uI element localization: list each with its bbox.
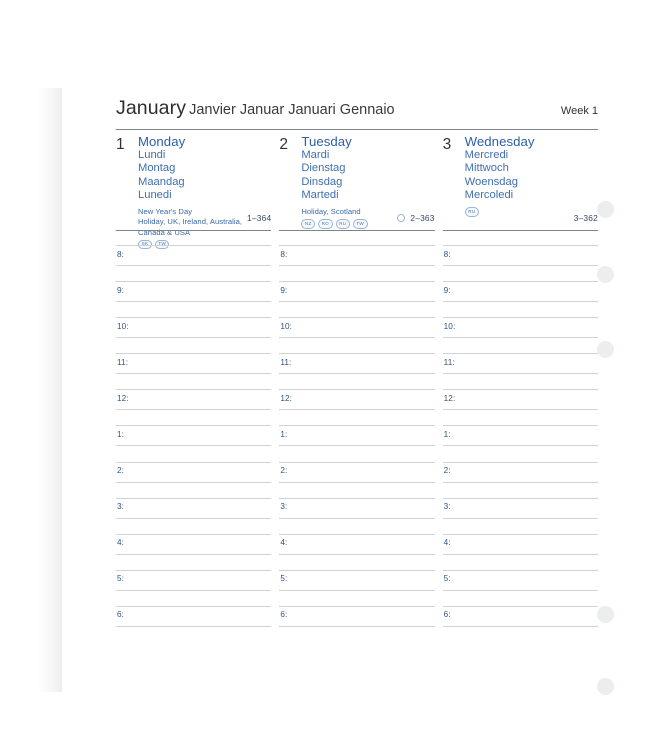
- day-note-line: Canada & USA: [138, 227, 191, 237]
- slot-rule: [279, 317, 434, 318]
- day-name-alt: Woensdag: [464, 175, 518, 188]
- time-slot[interactable]: [279, 348, 434, 384]
- time-slot[interactable]: [279, 384, 434, 420]
- header-divider: [116, 129, 598, 130]
- time-slot[interactable]: [116, 348, 271, 384]
- hour-label: 11:: [117, 357, 129, 367]
- slot-rule: [116, 409, 271, 410]
- day-of-year-range: 1–364: [247, 213, 272, 223]
- slot-rule: [279, 498, 434, 499]
- slot-rule: [116, 245, 271, 246]
- time-column-3: [443, 240, 598, 637]
- day-footer: [574, 213, 598, 223]
- hour-label: 2:: [117, 466, 125, 476]
- time-slot[interactable]: [116, 312, 271, 348]
- binder-hole: [597, 341, 614, 358]
- time-slot[interactable]: [443, 276, 598, 312]
- slot-rule: [443, 482, 598, 483]
- time-slot[interactable]: [279, 529, 434, 565]
- slot-rule: [116, 462, 271, 463]
- hour-label: 5:: [443, 574, 451, 584]
- slot-rule: [279, 353, 434, 354]
- slot-rule: [116, 389, 271, 390]
- slot-rule: [279, 462, 434, 463]
- time-slot[interactable]: [443, 348, 598, 384]
- time-slot[interactable]: [443, 601, 598, 637]
- day-name-block: [138, 135, 271, 249]
- hour-label: 9:: [117, 285, 125, 295]
- slot-rule: [443, 534, 598, 535]
- page-header: [116, 97, 598, 129]
- slot-rule: [279, 373, 434, 374]
- time-slot[interactable]: [116, 457, 271, 493]
- time-slot[interactable]: [443, 312, 598, 348]
- week-label: Week 1: [560, 105, 598, 117]
- day-name-block: [465, 135, 598, 217]
- slot-rule: [116, 498, 271, 499]
- time-slot[interactable]: [443, 493, 598, 529]
- slot-rule: [279, 626, 434, 627]
- hour-label: 3:: [117, 502, 125, 512]
- time-slot[interactable]: [443, 565, 598, 601]
- slot-rule: [443, 554, 598, 555]
- day-header-divider: [443, 230, 598, 231]
- slot-rule: [279, 570, 434, 571]
- day-name-alt: Montag: [138, 162, 176, 175]
- slot-rule: [443, 353, 598, 354]
- slot-rule: [443, 590, 598, 591]
- time-slot[interactable]: [279, 312, 434, 348]
- day-footer: [247, 213, 271, 223]
- time-slot[interactable]: [279, 276, 434, 312]
- hour-label: 6:: [280, 610, 288, 620]
- slot-rule: [279, 425, 434, 426]
- slot-rule: [443, 373, 598, 374]
- hour-label: 5:: [117, 574, 125, 584]
- month-name-alternates: Janvier Januar Januari Gennaio: [189, 102, 395, 118]
- slot-rule: [279, 445, 434, 446]
- slot-rule: [116, 337, 271, 338]
- slot-rule: [116, 425, 271, 426]
- country-badge: RU: [465, 207, 479, 217]
- day-note-line: Holiday, UK, Ireland, Australia,: [138, 217, 243, 227]
- slot-rule: [116, 534, 271, 535]
- hour-label: 4:: [443, 538, 451, 548]
- hour-label: 12:: [443, 393, 456, 403]
- day-column-3: [443, 135, 598, 231]
- hour-label: 10:: [280, 321, 293, 331]
- day-note-line: Holiday, Scotland: [301, 207, 361, 217]
- time-column-2: [279, 240, 434, 637]
- time-slot[interactable]: [279, 420, 434, 456]
- slot-rule: [443, 337, 598, 338]
- time-slot[interactable]: [279, 240, 434, 276]
- time-column-1: [116, 240, 271, 637]
- day-of-year-range: 2–363: [410, 213, 435, 223]
- time-slot[interactable]: [279, 457, 434, 493]
- slot-rule: [443, 606, 598, 607]
- day-name-alt: Mardi: [301, 149, 330, 162]
- day-name-alt: Mercoledi: [464, 188, 514, 201]
- hour-label: 3:: [280, 502, 288, 512]
- day-header-row: [116, 134, 598, 247]
- binder-hole: [597, 678, 614, 695]
- slot-rule: [443, 462, 598, 463]
- day-header-divider: [279, 230, 434, 231]
- hour-label: 8:: [443, 249, 451, 259]
- day-number: 2: [279, 136, 288, 153]
- country-badge: TW: [353, 219, 368, 229]
- slot-rule: [279, 301, 434, 302]
- planner-page: [62, 88, 650, 692]
- hour-label: 8:: [117, 249, 125, 259]
- slot-rule: [279, 281, 434, 282]
- time-slot[interactable]: [116, 420, 271, 456]
- slot-rule: [279, 245, 434, 246]
- hour-label: 4:: [280, 538, 288, 548]
- country-badge: TW: [155, 240, 170, 250]
- slot-rule: [116, 353, 271, 354]
- hour-label: 5:: [280, 574, 288, 584]
- hour-label: 12:: [280, 393, 293, 403]
- time-slot[interactable]: [279, 565, 434, 601]
- day-header-divider: [116, 230, 271, 231]
- time-slot[interactable]: [116, 601, 271, 637]
- slot-rule: [116, 590, 271, 591]
- time-slot[interactable]: [116, 565, 271, 601]
- slot-rule: [443, 245, 598, 246]
- hour-label: 9:: [280, 285, 288, 295]
- slot-rule: [279, 606, 434, 607]
- day-name-alt: Mercredi: [464, 149, 509, 162]
- hour-label: 2:: [280, 466, 288, 476]
- slot-rule: [279, 389, 434, 390]
- day-column-1: [116, 134, 272, 247]
- slot-rule: [443, 425, 598, 426]
- slot-rule: [443, 281, 598, 282]
- slot-rule: [116, 445, 271, 446]
- hour-label: 11:: [280, 357, 292, 367]
- hour-label: 11:: [443, 357, 455, 367]
- slot-rule: [116, 301, 271, 302]
- time-slot[interactable]: [116, 276, 271, 312]
- slot-rule: [279, 482, 434, 483]
- slot-rule: [279, 518, 434, 519]
- slot-rule: [279, 590, 434, 591]
- hour-label: 9:: [443, 285, 451, 295]
- country-badge: SK: [138, 240, 152, 250]
- country-badge: RU: [336, 219, 350, 229]
- hour-label: 1:: [443, 429, 451, 439]
- day-footer: [397, 213, 435, 223]
- time-slot[interactable]: [443, 529, 598, 565]
- hour-label: 6:: [117, 610, 125, 620]
- binder-hole: [597, 201, 614, 218]
- slot-rule: [279, 554, 434, 555]
- hour-label: 6:: [443, 610, 451, 620]
- slot-rule: [116, 373, 271, 374]
- hour-label: 3:: [443, 502, 451, 512]
- day-name-primary: Wednesday: [464, 134, 535, 149]
- time-slot[interactable]: [116, 493, 271, 529]
- day-name-alt: Maandag: [138, 175, 185, 188]
- country-badge: RO: [318, 219, 332, 229]
- time-slot[interactable]: [279, 601, 434, 637]
- hour-label: 2:: [443, 466, 451, 476]
- hour-label: 4:: [117, 538, 125, 548]
- time-slot[interactable]: [443, 240, 598, 276]
- day-number: 3: [442, 136, 452, 153]
- slot-rule: [443, 570, 598, 571]
- slot-rule: [116, 281, 271, 282]
- day-name-alt: Mittwoch: [464, 162, 509, 175]
- time-slot[interactable]: [443, 457, 598, 493]
- slot-rule: [443, 317, 598, 318]
- month-name-primary: January: [116, 97, 187, 119]
- time-slot[interactable]: [279, 493, 434, 529]
- slot-rule: [443, 265, 598, 266]
- time-slot[interactable]: [116, 384, 271, 420]
- month-title: [116, 97, 395, 120]
- time-grid: [116, 240, 598, 637]
- slot-rule: [443, 409, 598, 410]
- time-slot[interactable]: [443, 420, 598, 456]
- slot-rule: [279, 534, 434, 535]
- day-name-alt: Dinsdag: [301, 175, 343, 188]
- new-moon-icon: [397, 214, 406, 223]
- slot-rule: [443, 626, 598, 627]
- hour-label: 10:: [117, 321, 129, 331]
- day-column-2: [279, 135, 434, 231]
- slot-rule: [116, 518, 271, 519]
- hour-label: 12:: [117, 393, 129, 403]
- time-slot[interactable]: [116, 529, 271, 565]
- slot-rule: [116, 317, 271, 318]
- slot-rule: [116, 482, 271, 483]
- hour-label: 8:: [280, 249, 288, 259]
- day-name-alt: Lundi: [138, 149, 166, 162]
- slot-rule: [116, 570, 271, 571]
- time-slot[interactable]: [443, 384, 598, 420]
- day-name-alt: Martedi: [301, 188, 339, 201]
- country-badge: NZ: [301, 219, 315, 229]
- slot-rule: [116, 554, 271, 555]
- slot-rule: [443, 445, 598, 446]
- day-name-alt: Lunedi: [138, 188, 172, 201]
- slot-rule: [443, 389, 598, 390]
- hour-label: 1:: [280, 429, 288, 439]
- day-note-line: New Year's Day: [138, 207, 193, 217]
- slot-rule: [279, 337, 434, 338]
- hour-label: 1:: [117, 429, 125, 439]
- day-name-alt: Dienstag: [301, 162, 346, 175]
- hour-label: 10:: [443, 321, 456, 331]
- slot-rule: [116, 265, 271, 266]
- slot-rule: [279, 265, 434, 266]
- day-name-primary: Tuesday: [301, 134, 352, 149]
- slot-rule: [116, 626, 271, 627]
- binder-hole: [597, 266, 614, 283]
- time-slot[interactable]: [116, 240, 271, 276]
- day-of-year-range: 3–362: [573, 213, 598, 223]
- day-number: 1: [116, 136, 125, 153]
- slot-rule: [443, 498, 598, 499]
- day-name-primary: Monday: [138, 134, 186, 149]
- slot-rule: [279, 409, 434, 410]
- slot-rule: [116, 606, 271, 607]
- binder-hole: [597, 606, 614, 623]
- slot-rule: [443, 518, 598, 519]
- slot-rule: [443, 301, 598, 302]
